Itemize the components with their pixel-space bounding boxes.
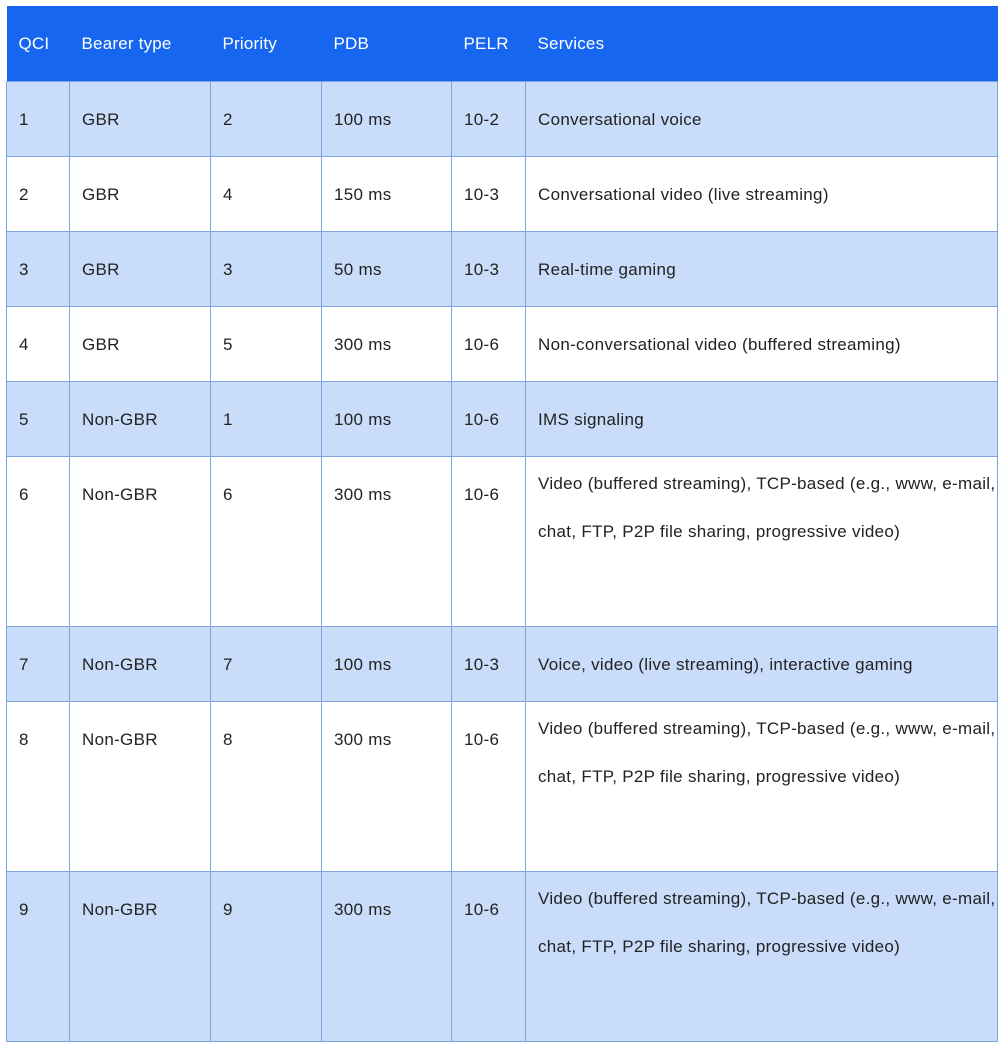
cell-text: Conversational video (live streaming) [538, 185, 829, 204]
cell-text: IMS signaling [538, 410, 644, 429]
cell-text: 10-6 [464, 485, 500, 504]
qci-table [6, 6, 998, 1042]
cell-bearer-type [70, 157, 211, 232]
cell-text: 300 ms [334, 335, 392, 354]
cell-services [526, 82, 998, 157]
cell-pelr [452, 307, 526, 382]
cell-priority [211, 702, 322, 872]
cell-pdb [322, 702, 452, 872]
header-row [7, 6, 998, 82]
cell-text: 3 [223, 260, 233, 279]
cell-pelr [452, 232, 526, 307]
cell-services [526, 382, 998, 457]
header-pdb: PDB [322, 6, 452, 82]
cell-text: 10-6 [464, 900, 500, 919]
cell-bearer-type [70, 702, 211, 872]
cell-qci [7, 307, 70, 382]
cell-text: 300 ms [334, 900, 392, 919]
cell-text: 10-6 [464, 410, 500, 429]
cell-text: Non-conversational video (buffered streaming) [538, 335, 901, 354]
cell-text: 2 [223, 110, 233, 129]
cell-pelr [452, 157, 526, 232]
cell-text: 5 [223, 335, 233, 354]
cell-bearer-type [70, 307, 211, 382]
cell-pelr [452, 382, 526, 457]
cell-text: Non-GBR [82, 655, 158, 674]
table-row [7, 307, 998, 382]
cell-text: GBR [82, 335, 120, 354]
cell-priority [211, 872, 322, 1042]
cell-text: 9 [223, 900, 233, 919]
cell-text: 4 [223, 185, 233, 204]
cell-text: 3 [19, 260, 29, 279]
cell-text: 1 [223, 410, 233, 429]
cell-text: GBR [82, 260, 120, 279]
cell-text: 1 [19, 110, 29, 129]
cell-qci [7, 382, 70, 457]
cell-text: 9 [19, 900, 29, 919]
cell-pelr [452, 702, 526, 872]
table-body [7, 82, 998, 1042]
table-row [7, 157, 998, 232]
cell-text: Non-GBR [82, 410, 158, 429]
cell-text: Voice, video (live streaming), interactive gaming [538, 655, 913, 674]
cell-priority [211, 382, 322, 457]
cell-text: 100 ms [334, 655, 392, 674]
cell-text: GBR [82, 185, 120, 204]
cell-text: 10-3 [464, 260, 500, 279]
cell-pdb [322, 232, 452, 307]
header-pelr: PELR [452, 6, 526, 82]
cell-services [526, 157, 998, 232]
cell-text: Real-time gaming [538, 260, 677, 279]
cell-services [526, 627, 998, 702]
table-row [7, 627, 998, 702]
cell-pdb [322, 157, 452, 232]
table-header [7, 6, 998, 82]
cell-text: 2 [19, 185, 29, 204]
cell-pdb [322, 307, 452, 382]
cell-text: 10-3 [464, 655, 500, 674]
cell-priority [211, 82, 322, 157]
cell-bearer-type [70, 457, 211, 627]
cell-text: 10-6 [464, 730, 500, 749]
cell-text: 6 [223, 485, 233, 504]
cell-text: 8 [223, 730, 233, 749]
table-row [7, 702, 998, 872]
cell-services [526, 457, 998, 627]
cell-text: 100 ms [334, 110, 392, 129]
cell-services [526, 872, 998, 1042]
cell-qci [7, 627, 70, 702]
qci-table-container [6, 6, 997, 1042]
cell-qci [7, 702, 70, 872]
cell-priority [211, 307, 322, 382]
cell-text: 10-6 [464, 335, 500, 354]
cell-text: 4 [19, 335, 29, 354]
cell-text: Non-GBR [82, 485, 158, 504]
cell-bearer-type [70, 232, 211, 307]
cell-pdb [322, 627, 452, 702]
cell-text: 8 [19, 730, 29, 749]
table-row [7, 82, 998, 157]
cell-text: Conversational voice [538, 110, 702, 129]
cell-text: 300 ms [334, 485, 392, 504]
cell-text: 150 ms [334, 185, 392, 204]
cell-text: 7 [223, 655, 233, 674]
cell-text: 10-3 [464, 185, 500, 204]
cell-text: Video (buffered streaming), TCP-based (e.g., www, e-mail, chat, FTP, P2P file sharing, progressive video) [538, 474, 996, 541]
cell-priority [211, 232, 322, 307]
cell-qci [7, 232, 70, 307]
cell-qci [7, 457, 70, 627]
table-row [7, 872, 998, 1042]
cell-text: 7 [19, 655, 29, 674]
cell-text: 100 ms [334, 410, 392, 429]
cell-pelr [452, 872, 526, 1042]
cell-text: 6 [19, 485, 29, 504]
cell-services [526, 232, 998, 307]
cell-services [526, 307, 998, 382]
cell-pdb [322, 82, 452, 157]
cell-pelr [452, 457, 526, 627]
cell-qci [7, 872, 70, 1042]
cell-text: Video (buffered streaming), TCP-based (e.g., www, e-mail, chat, FTP, P2P file sharing, progressive video) [538, 719, 996, 786]
cell-text: 300 ms [334, 730, 392, 749]
cell-text: Non-GBR [82, 730, 158, 749]
cell-pelr [452, 82, 526, 157]
cell-bearer-type [70, 82, 211, 157]
cell-text: 50 ms [334, 260, 382, 279]
cell-text: Non-GBR [82, 900, 158, 919]
table-row [7, 457, 998, 627]
cell-pelr [452, 627, 526, 702]
cell-bearer-type [70, 627, 211, 702]
cell-qci [7, 157, 70, 232]
cell-text: GBR [82, 110, 120, 129]
cell-pdb [322, 457, 452, 627]
cell-services [526, 702, 998, 872]
cell-bearer-type [70, 872, 211, 1042]
table-row [7, 382, 998, 457]
cell-text: 5 [19, 410, 29, 429]
cell-priority [211, 157, 322, 232]
header-qci: QCI [7, 6, 70, 82]
cell-pdb [322, 382, 452, 457]
cell-pdb [322, 872, 452, 1042]
header-bearer-type: Bearer type [70, 6, 211, 82]
cell-bearer-type [70, 382, 211, 457]
table-row [7, 232, 998, 307]
cell-priority [211, 457, 322, 627]
header-priority: Priority [211, 6, 322, 82]
cell-qci [7, 82, 70, 157]
header-services: Services [526, 6, 998, 82]
cell-priority [211, 627, 322, 702]
cell-text: Video (buffered streaming), TCP-based (e.g., www, e-mail, chat, FTP, P2P file sharing, progressive video) [538, 889, 996, 956]
cell-text: 10-2 [464, 110, 500, 129]
